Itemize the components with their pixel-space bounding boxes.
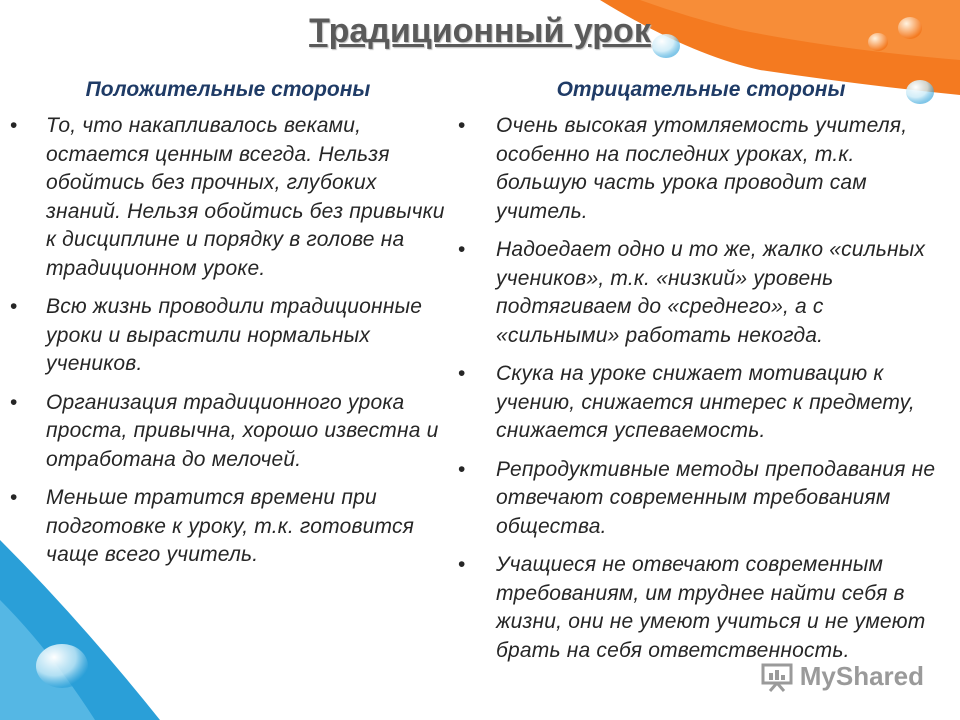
list-item [456,456,946,542]
myshared-watermark [760,661,924,692]
list-item [8,112,448,283]
list-item-text: Меньше тратится времени при подготовке к уроку, т.к. готовится чаще всего учитель. [46,486,415,566]
list-item-text: То, что накапливалось веками, остается ценным всегда. Нельзя обойтись без прочных, глубоких знаний. Нельзя обойтись без привычки к дисциплине и порядку в голове на традиционном уроке. [46,114,445,280]
list-item [8,293,448,379]
positive-column [8,78,448,580]
bullet: • [458,457,466,481]
positive-list [8,112,448,570]
positive-heading: Положительные стороны [85,78,371,101]
list-item-text: Учащиеся не отвечают современным требованиям, им труднее найти себя в жизни, они не умеют учиться и не умеют брать на себя ответственность. [496,553,926,662]
negative-list [456,112,946,665]
list-item [456,236,946,350]
bullet: • [458,553,466,576]
bullet: • [458,362,466,385]
bullet: • [458,114,466,137]
bullet: • [458,238,466,261]
bullet: • [10,114,18,137]
list-item [456,360,946,446]
bullet: • [10,390,18,414]
list-item-text: Надоедает одно и то же, жалко «сильных учеников», т.к. «низкий» уровень подтягиваем до «среднего», а с «сильными» работать некогда. [496,238,926,347]
bullet: • [10,295,18,318]
list-item [8,389,448,475]
list-item-text: Репродуктивные методы преподавания не отвечают современным требованиям общества. [496,457,936,538]
water-drop-icon [36,644,88,688]
watermark-text: MyShared [799,661,924,691]
slide-title: Традиционный урок [309,12,651,50]
presentation-icon [760,662,794,692]
negative-heading: Отрицательные стороны [556,78,846,101]
list-item [456,551,946,665]
list-item-text: Организация традиционного урока проста, привычна, хорошо известна и отработана до мелочей. [46,390,439,471]
list-item-text: Очень высокая утомляемость учителя, особенно на последних уроках, т.к. большую часть урока проводит сам учитель. [496,114,908,223]
list-item-text: Всю жизнь проводили традиционные уроки и вырастили нормальных учеников. [46,295,423,375]
list-item [8,484,448,570]
list-item [456,112,946,226]
negative-column [456,78,946,675]
list-item-text: Скука на уроке снижает мотивацию к учению, снижается интерес к предмету, снижается успеваемость. [496,362,915,442]
bullet: • [10,486,18,509]
